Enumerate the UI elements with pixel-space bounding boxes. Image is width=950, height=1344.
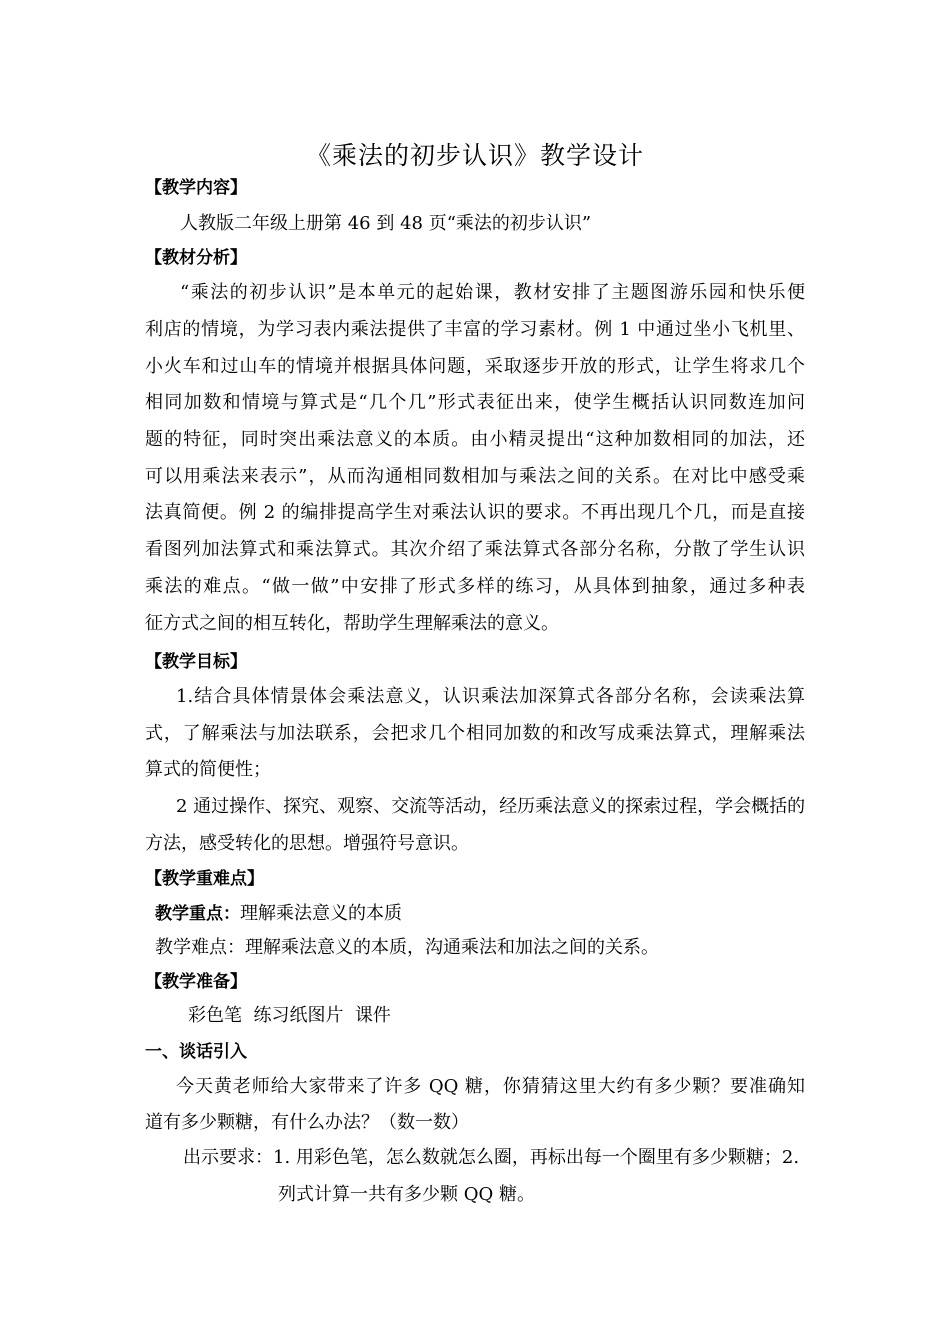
requirement-line: 出示要求：1. 用彩色笔，怎么数就怎么圈，再标出每一个圈里有多少颗糖；2.	[183, 1147, 800, 1168]
key-point-text: 理解乘法意义的本质	[240, 903, 402, 924]
analysis-line: 可以用乘法来表示”，从而沟通相同数相加与乘法之间的关系。在对比中感受乘	[145, 466, 805, 487]
content-text: 人教版二年级上册第 46 到 48 页“乘法的初步认识”	[180, 213, 592, 234]
section-heading-analysis: 【教材分析】	[145, 248, 247, 268]
goals-line: 算式的简便性；	[145, 759, 271, 780]
section-heading-goals: 【教学目标】	[145, 652, 247, 672]
prep-text: 彩色笔 练习纸图片 课件	[188, 1005, 391, 1026]
analysis-line: 法真简便。例 2 的编排提高学生对乘法认识的要求。不再出现几个几，而是直接	[145, 502, 805, 523]
key-point-row	[155, 902, 815, 926]
section-heading-content: 【教学内容】	[145, 178, 247, 198]
key-point-label: 教学重点：	[155, 904, 240, 924]
analysis-line: “乘法的初步认识”是本单元的起始课，教材安排了主题图游乐园和快乐便	[180, 282, 805, 303]
goals-line: 2 通过操作、探究、观察、交流等活动，经历乘法意义的探索过程，学会概括的	[176, 796, 806, 817]
analysis-line: 小火车和过山车的情境并根据具体问题，采取逐步开放的形式，让学生将求几个	[145, 356, 805, 377]
section-heading-keypoints: 【教学重难点】	[145, 869, 264, 889]
analysis-line: 利店的情境，为学习表内乘法提供了丰富的学习素材。例 1 中通过坐小飞机里、	[145, 319, 805, 340]
analysis-line: 乘法的难点。“做一做”中安排了形式多样的练习，从具体到抽象，通过多种表	[145, 576, 805, 597]
analysis-line: 看图列加法算式和乘法算式。其次介绍了乘法算式各部分名称，分散了学生认识	[145, 539, 805, 560]
document-title: 《乘法的初步认识》教学设计	[305, 141, 644, 170]
analysis-line: 征方式之间的相互转化，帮助学生理解乘法的意义。	[145, 613, 559, 634]
intro-line: 道有多少颗糖，有什么办法？（数一数）	[145, 1112, 469, 1133]
section-heading-prep: 【教学准备】	[145, 972, 247, 992]
difficulty-text: 教学难点：理解乘法意义的本质，沟通乘法和加法之间的关系。	[155, 937, 659, 958]
goals-line: 1.结合具体情景体会乘法意义，认识乘法加深算式各部分名称，会读乘法算	[176, 686, 805, 707]
analysis-line: 相同加数和情境与算式是“几个几”形式表征出来，使学生概括认识同数连加问	[145, 392, 805, 413]
analysis-line: 题的特征，同时突出乘法意义的本质。由小精灵提出“这种加数相同的加法，还	[145, 429, 805, 450]
goals-line: 式，了解乘法与加法联系，会把求几个相同加数的和改写成乘法算式，理解乘法	[145, 723, 805, 744]
intro-line: 今天黄老师给大家带来了许多 QQ 糖，你猜猜这里大约有多少颗？要准确知	[176, 1076, 805, 1097]
section-heading-intro: 一、谈话引入	[145, 1042, 247, 1062]
goals-line: 方法，感受转化的思想。增强符号意识。	[145, 833, 469, 854]
requirement-line: 列式计算一共有多少颗 QQ 糖。	[278, 1184, 535, 1205]
